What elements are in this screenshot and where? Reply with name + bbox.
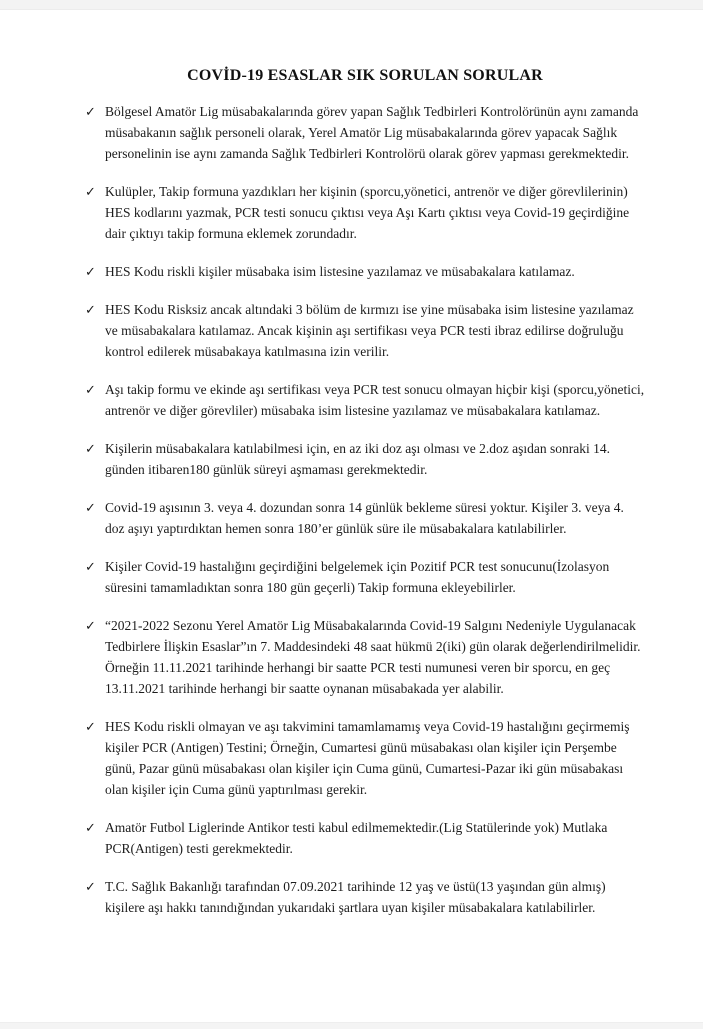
list-item-text: Amatör Futbol Liglerinde Antikor testi kabul edilmemektedir.(Lig Statülerinde yok) Mutlaka PCR(Antigen) testi gerekmektedir.: [105, 820, 608, 856]
checkmark-icon: ✓: [85, 382, 96, 397]
checkmark-icon: ✓: [85, 618, 96, 633]
list-item: [85, 101, 645, 164]
checkmark-icon: ✓: [85, 500, 96, 515]
list-item-text: Kişilerin müsabakalara katılabilmesi için, en az iki doz aşı olması ve 2.doz aşıdan sonraki 14. günden itibaren180 günlük süreyi aşmaması gerekmektedir.: [105, 441, 610, 477]
list-item-text: Bölgesel Amatör Lig müsabakalarında görev yapan Sağlık Tedbirleri Kontrolörünün aynı zamanda müsabakanın sağlık personeli olarak, Yerel Amatör Lig müsabakalarında görev yapacak Sağlık personelinin ise aynı zamanda Sağlık Tedbirleri Kontrolörü olarak görev yapması gerekmektedir.: [105, 104, 639, 161]
checkmark-icon: ✓: [85, 719, 96, 734]
list-item: [85, 615, 645, 699]
list-item-text: Covid-19 aşısının 3. veya 4. dozundan sonra 14 günlük bekleme süresi yoktur. Kişiler 3. veya 4. doz aşıyı yaptırdıktan hemen sonra 180’er günlük süre ile müsabakalara katılabilirler.: [105, 500, 624, 536]
list-item: [85, 299, 645, 362]
checkmark-icon: ✓: [85, 879, 96, 894]
list-item: [85, 556, 645, 598]
checkmark-icon: ✓: [85, 104, 96, 119]
list-item: [85, 181, 645, 244]
list-item: [85, 261, 645, 282]
faq-list: [85, 101, 645, 918]
list-item: [85, 438, 645, 480]
list-item-text: Kulüpler, Takip formuna yazdıkları her kişinin (sporcu,yönetici, antrenör ve diğer görevlilerinin) HES kodlarını yazmak, PCR testi sonucu çıktısı veya Aşı Kartı çıktısı veya Covid-19 geçirdiğine dair çıktıyı takip formuna eklemek zorundadır.: [105, 184, 630, 241]
checkmark-icon: ✓: [85, 820, 96, 835]
list-item-text: HES Kodu riskli olmayan ve aşı takvimini tamamlamamış veya Covid-19 hastalığını geçirmemiş kişiler PCR (Antigen) Testini; Örneğin, Cumartesi günü müsabakası olan kişiler için Perşembe günü, Pazar günü müsabakası olan kişiler için Cuma günü, Cumartesi-Pazar iki gün müsabakası olan kişiler için Cuma günü yaptırılması gerekir.: [105, 719, 630, 797]
list-item: [85, 716, 645, 800]
list-item-text: HES Kodu riskli kişiler müsabaka isim listesine yazılamaz ve müsabakalara katılamaz.: [105, 264, 575, 279]
list-item-text: HES Kodu Risksiz ancak altındaki 3 bölüm de kırmızı ise yine müsabaka isim listesine yazılamaz ve müsabakalara katılamaz. Ancak kişinin aşı sertifikası veya PCR testi ibraz edilirse doğruluğu kontrol edilerek müsabakaya katılmasına izin verilir.: [105, 302, 634, 359]
list-item-text: Aşı takip formu ve ekinde aşı sertifikası veya PCR test sonucu olmayan hiçbir kişi (sporcu,yönetici, antrenör ve diğer görevliler) müsabaka isim listesine yazılamaz ve müsabakalara katılamaz.: [105, 382, 645, 418]
list-item: [85, 817, 645, 859]
checkmark-icon: ✓: [85, 302, 96, 317]
list-item: [85, 876, 645, 918]
list-item: [85, 379, 645, 421]
list-item-text: T.C. Sağlık Bakanlığı tarafından 07.09.2021 tarihinde 12 yaş ve üstü(13 yaşından gün almış) kişilere aşı hakkı tanındığından yukarıdaki şartlara uyan kişiler müsabakalara katılabilirler.: [105, 879, 606, 915]
viewer-bottom-edge: [0, 1022, 703, 1029]
list-item: [85, 497, 645, 539]
list-item-text: Kişiler Covid-19 hastalığını geçirdiğini belgelemek için Pozitif PCR test sonucunu(İzolasyon süresini tamamladıktan sonra 180 gün geçerli) Takip formuna ekleyebilirler.: [105, 559, 610, 595]
checkmark-icon: ✓: [85, 441, 96, 456]
checkmark-icon: ✓: [85, 264, 96, 279]
checkmark-icon: ✓: [85, 559, 96, 574]
document-page: [0, 9, 703, 935]
checkmark-icon: ✓: [85, 184, 96, 199]
page-title: COVİD-19 ESASLAR SIK SORULAN SORULAR: [187, 67, 543, 84]
list-item-text: “2021-2022 Sezonu Yerel Amatör Lig Müsabakalarında Covid-19 Salgını Nedeniyle Uygulanacak Tedbirlere İlişkin Esaslar”ın 7. Maddesindeki 48 saat hükmü 2(iki) gün olarak değerlendirilmelidir. Örneğin 11.11.2021 tarihinde herhangi bir saatte PCR testi numunesi veren bir sporcu, en geç 13.11.2021 tarihinde herhangi bir saatte oynanan müsabakada yer alabilir.: [105, 618, 641, 696]
